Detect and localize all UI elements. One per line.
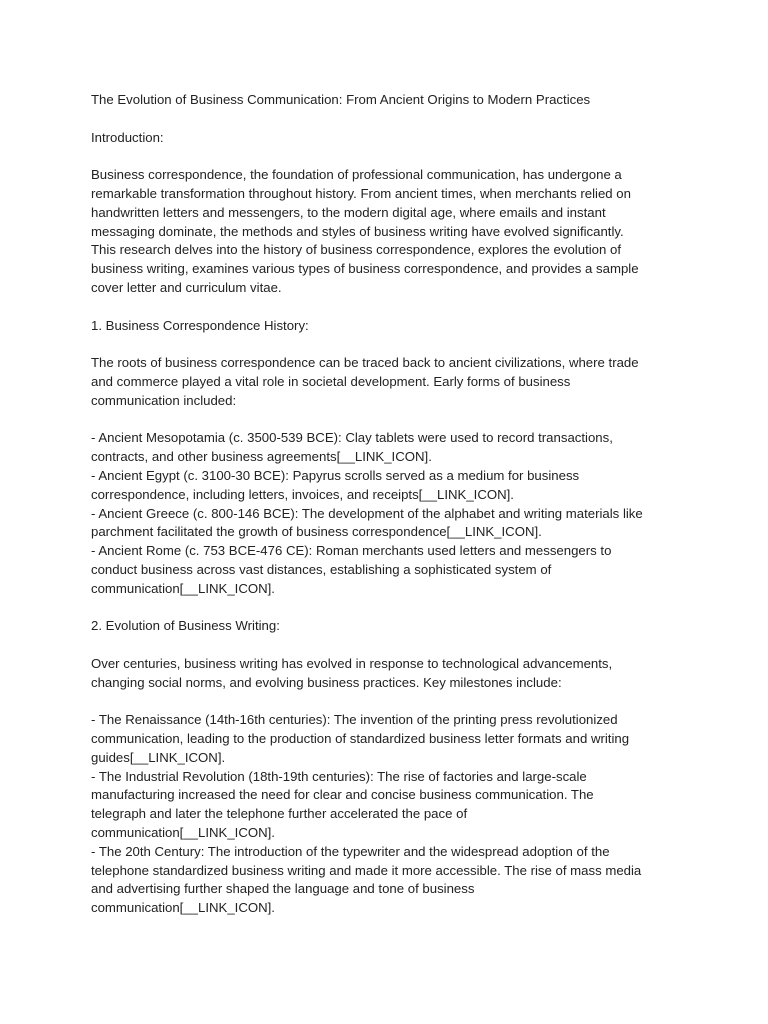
section-1-lead: The roots of business correspondence can be traced back to ancient civilizations, where trade and commerce played a vital role in societal development. Early forms of business communication included: bbox=[91, 355, 639, 408]
section-2-list bbox=[91, 711, 683, 918]
document-body bbox=[91, 91, 683, 937]
list-item: - Ancient Mesopotamia (c. 3500-539 BCE): Clay tablets were used to record transactions, contracts, and other business agreements[__LINK_ICON]. bbox=[91, 430, 613, 465]
list-item: - Ancient Egypt (c. 3100-30 BCE): Papyrus scrolls served as a medium for business correspondence, including letters, invoices, and receipts[__LINK_ICON]. bbox=[91, 467, 580, 502]
document-title: The Evolution of Business Communication: From Ancient Origins to Modern Practices bbox=[91, 92, 591, 107]
intro-paragraph: Business correspondence, the foundation of professional communication, has undergone a remarkable transformation throughout history. From ancient times, when merchants relied on handwritten letters and messengers, to the modern digital age, where emails and instant messaging dominate, the methods and styles of business writing have evolved significantly. This research delves into the history of business correspondence, explores the evolution of business writing, examines various types of business correspondence, and provides a sample cover letter and curriculum vitae. bbox=[91, 167, 639, 295]
section-1-list bbox=[91, 429, 683, 598]
list-item: - Ancient Rome (c. 753 BCE-476 CE): Roman merchants used letters and messengers to conduct business across vast distances, establishing a sophisticated system of communication[__LINK_ICON]. bbox=[91, 543, 612, 596]
section-2-heading: 2. Evolution of Business Writing: bbox=[91, 618, 280, 634]
intro-heading: Introduction: bbox=[91, 129, 164, 145]
list-item: - Ancient Greece (c. 800-146 BCE): The development of the alphabet and writing materials like parchment facilitated the growth of business correspondence[__LINK_ICON]. bbox=[91, 505, 643, 540]
section-1-heading: 1. Business Correspondence History: bbox=[91, 317, 309, 333]
list-item: - The Renaissance (14th-16th centuries): The invention of the printing press revolutionized communication, leading to the production of standardized business letter formats and writing guides[__LINK_ICON]. bbox=[91, 712, 630, 765]
list-item: - The Industrial Revolution (18th-19th centuries): The rise of factories and large-scale manufacturing increased the need for clear and concise business communication. The telegraph and later the telephone further accelerated the pace of communication[__LINK_ICON]. bbox=[91, 768, 594, 841]
section-2-lead: Over centuries, business writing has evolved in response to technological advancements, changing social norms, and evolving business practices. Key milestones include: bbox=[91, 655, 613, 690]
list-item: - The 20th Century: The introduction of the typewriter and the widespread adoption of the telephone standardized business writing and made it more accessible. The rise of mass media and advertising further shaped the language and tone of business communication[__LINK_ICON]. bbox=[91, 843, 642, 916]
